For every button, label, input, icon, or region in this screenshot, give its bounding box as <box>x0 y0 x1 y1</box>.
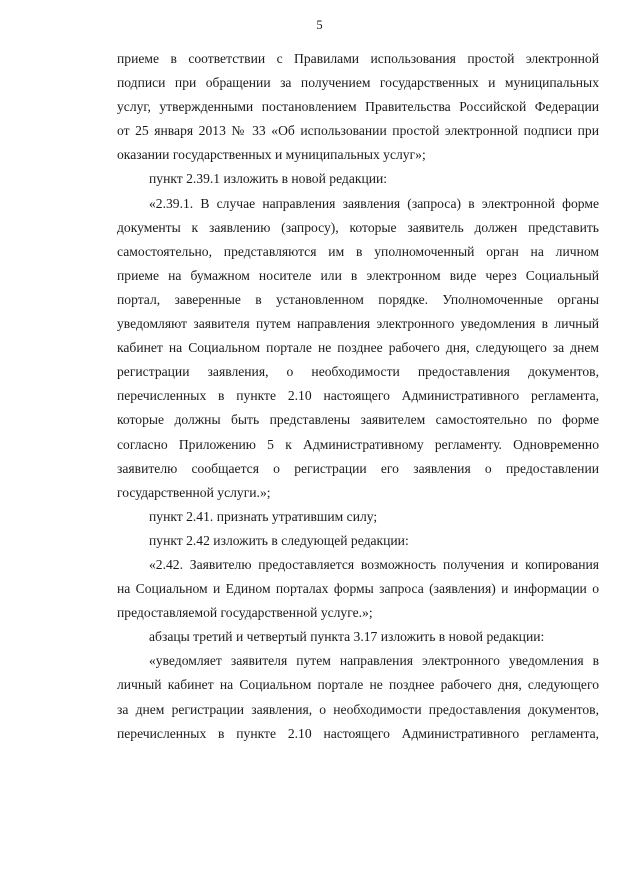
paragraph <box>117 47 599 167</box>
text-line: от 25 января 2013 № 33 «Об использовании простой электронной подписи при <box>117 123 599 139</box>
text-line: приеме на бумажном носителе или в электронном виде через Социальный <box>117 267 599 283</box>
paragraph <box>117 529 599 553</box>
text-line: услуг, утвержденными постановлением Правительства Российской Федерации <box>117 99 599 115</box>
page-number: 5 <box>316 18 323 32</box>
text-line: согласно Приложению 5 к Административному регламенту. Одновременно <box>117 436 599 452</box>
paragraph <box>117 649 599 745</box>
paragraph <box>117 553 599 625</box>
paragraph <box>117 192 599 505</box>
paragraph <box>117 505 599 529</box>
text-line: уведомляют заявителя путем направления электронного уведомления в личный <box>117 316 599 332</box>
text-line: предоставляемой государственной услуге.»; <box>117 605 373 621</box>
text-line: которые должны быть представлены заявителем самостоятельно по форме <box>117 412 599 428</box>
text-line: перечисленных в пункте 2.10 настоящего Административного регламента, <box>117 388 599 404</box>
document-body <box>117 47 599 746</box>
text-line: регистрации заявления, о необходимости предоставления документов, <box>117 364 599 380</box>
text-line: заявителю сообщается о регистрации его заявления о предоставлении <box>117 460 599 476</box>
text-line: государственной услуги.»; <box>117 484 271 500</box>
paragraph <box>117 625 599 649</box>
text-line: пункт 2.39.1 изложить в новой редакции: <box>149 171 388 187</box>
text-line: пункт 2.42 изложить в следующей редакции: <box>149 532 409 548</box>
text-line: портал, заверенные в установленном порядке. Уполномоченные органы <box>117 291 599 307</box>
text-line: самостоятельно, представляются им в уполномоченный орган на личном <box>117 243 599 259</box>
text-line: абзацы третий и четвертый пункта 3.17 изложить в новой редакции: <box>149 629 545 645</box>
text-line: на Социальном и Едином порталах формы запроса (заявления) и информации о <box>117 581 599 597</box>
text-line: оказании государственных и муниципальных услуг»; <box>117 147 426 163</box>
paragraph <box>117 167 599 191</box>
text-line: пункт 2.41. признать утратившим силу; <box>149 508 378 524</box>
text-line: «уведомляет заявителя путем направления электронного уведомления в <box>149 653 599 669</box>
text-line: приеме в соответствии с Правилами использования простой электронной <box>117 51 599 66</box>
text-line: подписи при обращении за получением государственных и муниципальных <box>117 75 599 91</box>
text-line: документы к заявлению (запросу), которые заявитель должен представить <box>117 219 599 235</box>
text-line: кабинет на Социальном портале не позднее рабочего дня, следующего за днем <box>117 340 599 356</box>
text-line: «2.42. Заявителю предоставляется возможность получения и копирования <box>149 556 599 572</box>
text-line: перечисленных в пункте 2.10 настоящего Административного регламента, <box>117 725 599 741</box>
text-line: «2.39.1. В случае направления заявления (запроса) в электронной форме <box>149 195 599 211</box>
text-line: личный кабинет на Социальном портале не позднее рабочего дня, следующего <box>117 677 599 693</box>
text-line: за днем регистрации заявления, о необходимости предоставления документов, <box>117 701 599 717</box>
